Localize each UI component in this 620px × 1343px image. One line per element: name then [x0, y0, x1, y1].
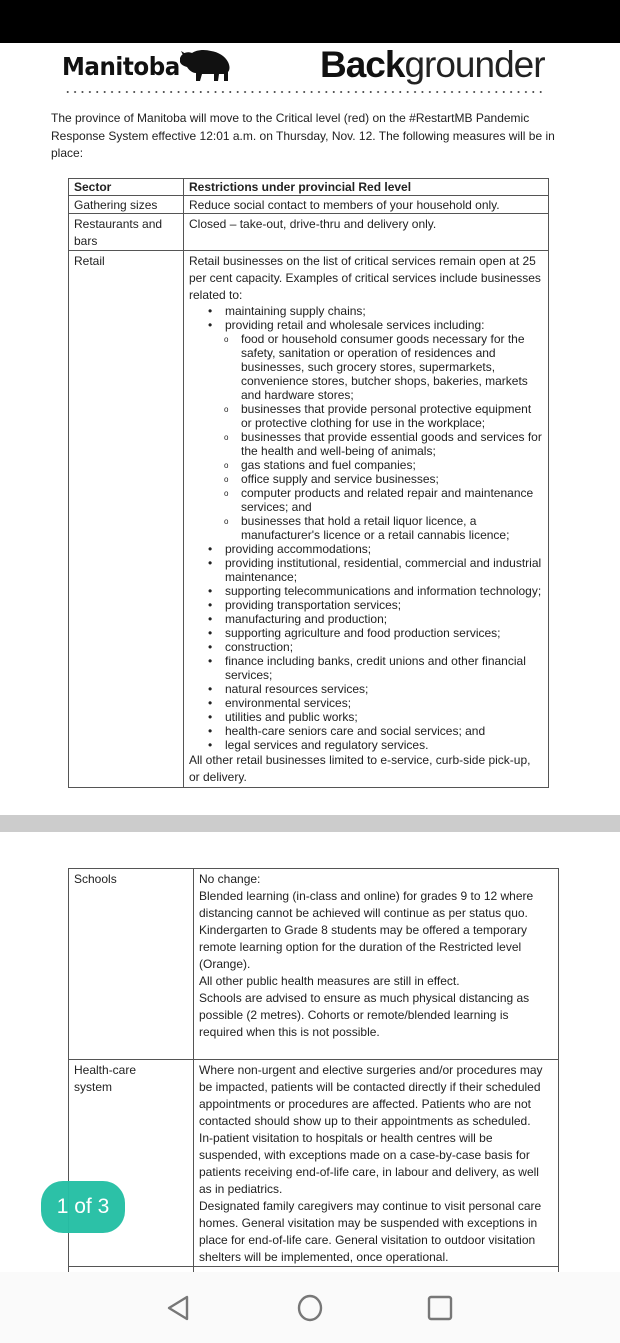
header-sector: Sector — [69, 179, 184, 196]
table-row — [69, 869, 559, 1060]
list-item: • environmental services; — [225, 696, 543, 710]
home-icon[interactable] — [295, 1293, 325, 1323]
bison-icon — [178, 48, 232, 84]
sub-list-item: o office supply and service businesses; — [241, 472, 543, 486]
list-item: • supporting telecommunications and information technology; — [225, 584, 543, 598]
intro-paragraph: The province of Manitoba will move to the Critical level (red) on the #RestartMB Pandemic Response System effective 12:01 a.m. on Thursday, Nov. 12. The following measures will be in place: — [51, 111, 555, 160]
sub-list-item: o gas stations and fuel companies; — [241, 458, 543, 472]
table-row — [69, 196, 549, 214]
header-restrictions: Restrictions under provincial Red level — [184, 179, 549, 196]
retail-closing-text: All other retail businesses limited to e-service, curb-side pick-up, or delivery. — [189, 753, 531, 784]
backgrounder-title — [320, 44, 545, 86]
cell-line: Kindergarten to Grade 8 students may be offered a temporary remote learning option for the duration of the Restricted level (Orange). — [199, 923, 527, 971]
list-item: • manufacturing and production; — [225, 612, 543, 626]
list-item: • providing institutional, residential, commercial and industrial maintenance; — [225, 556, 543, 584]
list-item: • natural resources services; — [225, 682, 543, 696]
list-item: • utilities and public works; — [225, 710, 543, 724]
list-item-text: providing retail and wholesale services including: — [225, 318, 485, 332]
title-light: grounder — [404, 44, 545, 85]
sub-list-item: o businesses that hold a retail liquor licence, a manufacturer's licence or a retail cannabis licence; — [241, 514, 543, 542]
list-item: • legal services and regulatory services. — [225, 738, 543, 752]
page-indicator-badge: 1 of 3 — [41, 1181, 125, 1233]
table-header-row — [69, 179, 549, 196]
sector-cell: Health-care system — [69, 1060, 194, 1267]
list-item: • construction; — [225, 640, 543, 654]
back-icon[interactable] — [163, 1293, 193, 1323]
sub-list-item: o businesses that provide essential goods and services for the health and well-being of animals; — [241, 430, 543, 458]
list-item: • finance including banks, credit unions and other financial services; — [225, 654, 543, 682]
cell-line: Schools are advised to ensure as much physical distancing as possible (2 metres). Cohorts or remote/blended learning is required when this is not possible. — [199, 991, 530, 1039]
retail-intro: Retail businesses on the list of critical services remain open at 25 per cent capacity. Examples of critical services include businesses related to: — [189, 254, 541, 302]
restrictions-table — [68, 178, 549, 788]
table-row — [69, 214, 549, 251]
title-bold: Back — [320, 44, 405, 85]
list-item: • health-care seniors care and social services; and — [225, 724, 543, 738]
dotted-divider — [64, 91, 544, 93]
restriction-cell: Closed – take-out, drive-thru and delivery only. — [184, 214, 549, 251]
restriction-cell — [194, 869, 559, 1060]
sector-cell: Schools — [69, 869, 194, 1060]
restriction-cell — [194, 1060, 559, 1267]
cell-line: In-patient visitation to hospitals or health centres will be suspended, with exceptions made on a case-by-case basis for patients receiving end-of-life care, in labour and delivery, as well as in pediatrics. — [199, 1131, 539, 1196]
manitoba-logo: Manitoba — [62, 52, 180, 81]
cell-line: No change: — [199, 872, 261, 886]
sub-list-item: o food or household consumer goods necessary for the safety, sanitation or operation of residences and businesses, such grocery stores, supermarkets, convenience stores, butcher shops, bakeries, markets and hardware stores; — [241, 332, 543, 402]
sector-cell: Gathering sizes — [69, 196, 184, 214]
sector-cell: Restaurants and bars — [69, 214, 184, 251]
cell-line: Where non-urgent and elective surgeries and/or procedures may be impacted, patients will be contacted directly if their scheduled appointments or procedures are affected. Patients who are not contacted should show up to their appointments as scheduled. — [199, 1063, 543, 1128]
sub-list-item: o computer products and related repair and maintenance services; and — [241, 486, 543, 514]
cell-line: Designated family caregivers may continue to visit personal care homes. General visitation may be suspended with exceptions in place for end-of-life care. General visitation to outdoor visitation shelters will be implemented, once operational. — [199, 1199, 542, 1264]
list-item: • providing accommodations; — [225, 542, 543, 556]
list-item: • supporting agriculture and food production services; — [225, 626, 543, 640]
restriction-cell — [184, 251, 549, 788]
sub-list-item: o businesses that provide personal protective equipment or protective clothing for use in the workplace; — [241, 402, 543, 430]
list-item: • providing transportation services; — [225, 598, 543, 612]
critical-services-list — [189, 304, 543, 752]
recents-icon[interactable] — [425, 1293, 455, 1323]
cell-line: Blended learning (in-class and online) for grades 9 to 12 where distancing cannot be achieved will continue as per status quo. — [199, 889, 534, 920]
status-bar — [0, 0, 620, 43]
restriction-cell: Reduce social contact to members of your household only. — [184, 196, 549, 214]
table-row — [69, 1060, 559, 1267]
list-item — [225, 318, 543, 542]
restrictions-table-continued — [68, 868, 559, 1290]
retail-sublist — [225, 332, 543, 542]
list-item: • maintaining supply chains; — [225, 304, 543, 318]
cell-line: All other public health measures are still in effect. — [199, 974, 460, 988]
table-row — [69, 251, 549, 788]
page-separator — [0, 815, 620, 832]
sector-cell: Retail — [69, 251, 184, 788]
